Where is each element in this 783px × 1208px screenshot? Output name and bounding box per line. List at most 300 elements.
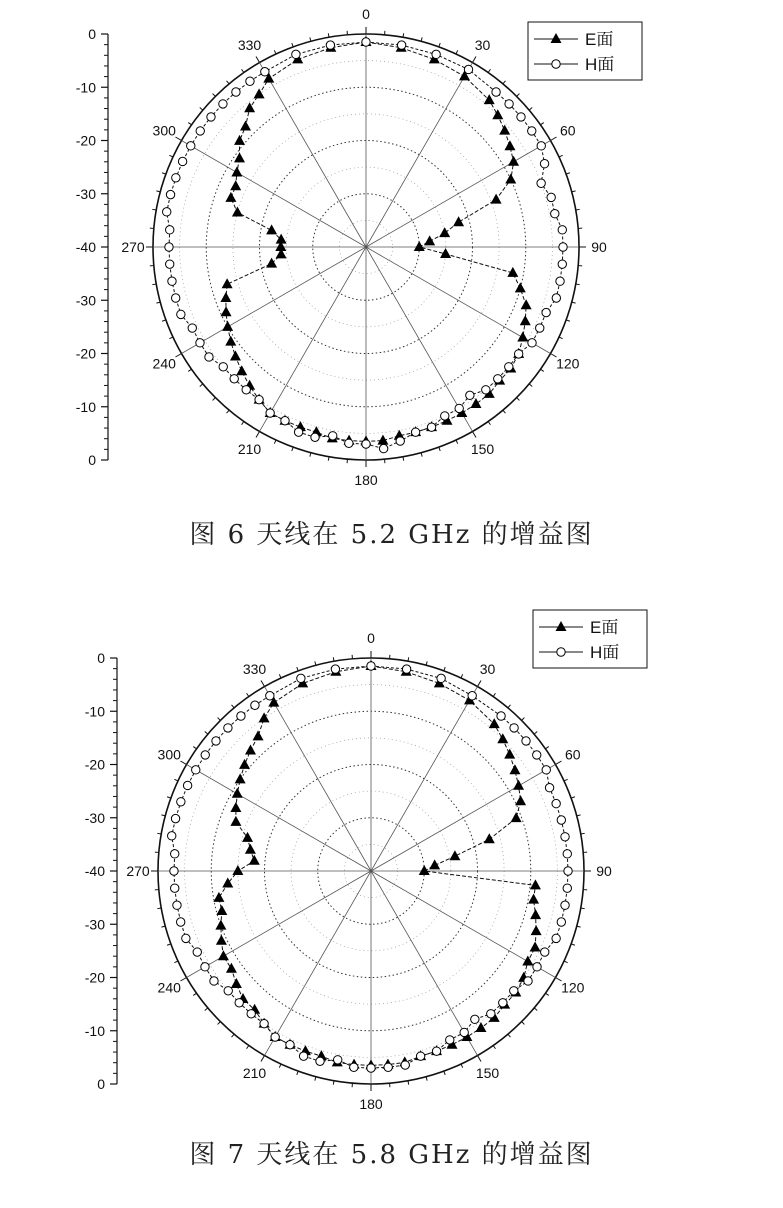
e-plane-point: [239, 759, 250, 769]
radial-axis-label: -10: [84, 703, 105, 720]
h-plane-point: [505, 100, 513, 108]
angle-tick: [180, 978, 186, 982]
h-plane-point: [212, 737, 220, 745]
angle-tick: [193, 747, 196, 749]
e-plane-point: [508, 156, 519, 166]
e-plane-point: [504, 749, 515, 759]
e-plane-point: [515, 282, 526, 292]
radial-axis-label: 0: [88, 452, 96, 468]
angle-tick: [403, 33, 404, 37]
angle-tick: [576, 209, 580, 210]
angle-tick: [508, 1034, 511, 1037]
e-plane-point: [230, 351, 241, 361]
angle-tick: [205, 732, 208, 735]
h-plane-point: [171, 884, 179, 892]
radial-axis-label: -20: [75, 132, 96, 149]
h-plane-point: [219, 363, 227, 371]
angle-tick: [157, 833, 161, 834]
h-plane-point: [286, 1041, 294, 1049]
h-plane-point: [329, 432, 337, 440]
e-plane-point: [429, 859, 440, 869]
h-plane-point: [171, 850, 179, 858]
angle-tick: [247, 693, 249, 696]
h-plane-point: [432, 50, 440, 58]
angle-tick: [522, 718, 525, 721]
spoke-line: [187, 765, 371, 872]
h-plane-point: [201, 963, 209, 971]
h-plane-point: [437, 674, 445, 682]
h-plane-point: [207, 113, 215, 121]
e-plane-point: [470, 398, 481, 408]
h-plane-point: [540, 160, 548, 168]
angle-tick: [503, 410, 506, 413]
h-plane-point: [171, 814, 179, 822]
angle-tick: [218, 718, 221, 721]
e-plane-point: [222, 278, 233, 288]
e-plane-point: [216, 935, 227, 945]
h-plane-point: [497, 712, 505, 720]
e-plane-point: [245, 844, 256, 854]
h-plane-point: [460, 1028, 468, 1036]
angle-tick: [439, 447, 440, 451]
h-plane-point: [251, 701, 259, 709]
h-plane-point: [166, 260, 174, 268]
radial-axis-label: -10: [75, 79, 96, 96]
h-plane-point: [494, 375, 502, 383]
h-plane-point: [192, 766, 200, 774]
legend-marker-circle: [557, 648, 565, 656]
angle-tick: [456, 50, 458, 54]
angle-tick: [232, 705, 235, 708]
angle-tick: [279, 674, 281, 678]
h-plane-point: [173, 901, 181, 909]
angle-tick: [261, 680, 265, 686]
angle-label-60: 60: [564, 746, 581, 763]
angle-tick: [213, 398, 216, 401]
spoke-line: [260, 63, 367, 247]
h-plane-point: [168, 832, 176, 840]
h-plane-point: [552, 294, 560, 302]
h-plane-point: [172, 174, 180, 182]
h-plane-point: [510, 724, 518, 732]
angle-tick: [540, 369, 543, 371]
h-plane-point: [556, 277, 564, 285]
legend-marker-circle: [552, 60, 560, 68]
e-plane-point: [240, 121, 251, 131]
angle-tick: [545, 747, 548, 749]
h-plane-point: [446, 1036, 454, 1044]
h-plane-point: [182, 934, 190, 942]
angle-tick: [297, 667, 298, 671]
angle-tick: [559, 337, 563, 339]
radial-axis-label: -30: [84, 809, 105, 826]
angle-label-210: 210: [237, 440, 262, 457]
angle-tick: [456, 440, 458, 444]
angle-tick: [517, 398, 520, 401]
angle-tick: [564, 779, 568, 781]
radial-axis-label: -20: [84, 969, 105, 986]
radial-axis-label: -30: [84, 916, 105, 933]
angle-tick: [218, 1022, 221, 1025]
angle-label-330: 330: [242, 661, 267, 678]
polar-chart-5-2ghz: [0, 0, 783, 500]
angle-label-90: 90: [596, 863, 612, 879]
e-plane-point: [249, 855, 260, 865]
h-plane-point: [281, 417, 289, 425]
h-plane-point: [367, 662, 375, 670]
angle-tick: [508, 705, 511, 708]
angle-tick: [247, 1045, 249, 1048]
h-plane-point: [237, 712, 245, 720]
h-plane-point: [384, 1063, 392, 1071]
h-plane-point: [232, 88, 240, 96]
e-plane-point: [220, 292, 231, 302]
h-plane-point: [299, 1052, 307, 1060]
angle-tick: [169, 155, 173, 157]
legend-label: H面: [590, 643, 620, 662]
angle-tick: [256, 431, 260, 437]
radial-axis-label: -40: [84, 863, 105, 879]
h-plane-point: [246, 77, 254, 85]
angle-tick: [188, 369, 191, 371]
h-plane-point: [561, 833, 569, 841]
e-plane-point: [259, 712, 270, 722]
e-plane-point: [513, 780, 524, 790]
radial-axis-label: -30: [75, 292, 96, 309]
e-plane-point: [222, 321, 233, 331]
h-plane-point: [350, 1063, 358, 1071]
angle-label-0: 0: [367, 630, 375, 646]
h-plane-point: [396, 437, 404, 445]
angle-tick: [328, 457, 329, 461]
angle-tick: [227, 81, 230, 84]
angle-tick: [180, 761, 186, 765]
h-plane-point: [247, 1010, 255, 1018]
spoke-line: [371, 687, 478, 871]
h-plane-point: [163, 208, 171, 216]
e-plane-point: [517, 332, 528, 342]
h-plane-point: [468, 692, 476, 700]
radial-axis-label: -20: [84, 756, 105, 773]
e-plane-point: [232, 865, 243, 875]
h-plane-point: [533, 751, 541, 759]
angle-label-240: 240: [157, 979, 181, 996]
series-line-e-plane: [226, 42, 526, 441]
angle-tick: [157, 908, 161, 909]
h-plane-point: [466, 391, 474, 399]
angle-label-30: 30: [479, 661, 496, 678]
h-plane-point: [533, 963, 541, 971]
figure-6-caption: 图 6 天线在 5.2 GHz 的增益图: [189, 520, 594, 550]
angle-tick: [493, 693, 495, 696]
e-plane-point: [522, 956, 533, 966]
e-plane-point: [484, 94, 495, 104]
e-plane-point: [230, 180, 241, 190]
h-plane-point: [345, 439, 353, 447]
h-plane-point: [558, 260, 566, 268]
h-plane-point: [260, 1019, 268, 1027]
angle-tick: [261, 1055, 265, 1061]
h-plane-point: [170, 867, 178, 875]
h-plane-point: [230, 375, 238, 383]
h-plane-point: [542, 308, 550, 316]
angle-label-180: 180: [354, 472, 378, 488]
h-plane-point: [557, 816, 565, 824]
e-plane-point: [245, 745, 256, 755]
angle-label-270: 270: [121, 239, 145, 255]
e-plane-point: [453, 216, 464, 226]
angle-tick: [274, 440, 276, 444]
angle-tick: [555, 761, 561, 765]
h-plane-point: [541, 948, 549, 956]
angle-tick: [478, 1055, 482, 1061]
angle-tick: [534, 732, 537, 735]
angle-tick: [242, 421, 244, 424]
angle-tick: [205, 1008, 208, 1011]
h-plane-point: [210, 977, 218, 985]
e-plane-point: [424, 235, 435, 245]
h-plane-point: [492, 88, 500, 96]
e-plane-point: [225, 336, 236, 346]
h-plane-point: [499, 999, 507, 1007]
h-plane-point: [362, 38, 370, 46]
e-plane-point: [530, 879, 541, 889]
radial-axis-label: -10: [75, 398, 96, 415]
h-plane-point: [528, 339, 536, 347]
angle-label-120: 120: [556, 355, 580, 372]
angle-tick: [550, 137, 556, 141]
angle-label-90: 90: [591, 239, 607, 255]
h-plane-point: [166, 226, 174, 234]
h-plane-point: [551, 210, 559, 218]
h-plane-point: [177, 310, 185, 318]
spoke-line: [366, 63, 473, 247]
h-plane-point: [205, 353, 213, 361]
e-plane-point: [216, 905, 227, 915]
e-plane-point: [234, 135, 245, 145]
radial-axis-label: -10: [84, 1022, 105, 1039]
angle-tick: [162, 173, 166, 174]
h-plane-point: [411, 428, 419, 436]
h-plane-point: [219, 100, 227, 108]
h-plane-point: [266, 692, 274, 700]
e-plane-point: [231, 978, 242, 988]
e-plane-point: [242, 832, 253, 842]
h-plane-point: [165, 243, 173, 251]
h-plane-point: [427, 423, 435, 431]
e-plane-point: [232, 788, 243, 798]
radial-axis-label: -40: [75, 239, 96, 255]
h-plane-point: [547, 193, 555, 201]
e-plane-point: [230, 802, 241, 812]
angle-tick: [444, 667, 445, 671]
h-plane-point: [242, 386, 250, 394]
h-plane-point: [416, 1052, 424, 1060]
h-plane-point: [552, 799, 560, 807]
h-plane-point: [311, 433, 319, 441]
h-plane-point: [235, 999, 243, 1007]
angle-tick: [534, 1008, 537, 1011]
angle-tick: [581, 908, 585, 909]
radial-axis-label: 0: [97, 1076, 105, 1092]
angle-tick: [162, 320, 166, 321]
h-plane-point: [292, 50, 300, 58]
h-plane-point: [505, 363, 513, 371]
h-plane-point: [193, 948, 201, 956]
angle-tick: [461, 674, 463, 678]
e-plane-point: [253, 730, 264, 740]
spoke-line: [371, 765, 555, 872]
angle-tick: [439, 43, 440, 47]
angle-tick: [529, 384, 532, 387]
angle-label-210: 210: [242, 1064, 267, 1081]
e-plane-point: [520, 315, 531, 325]
legend-label: E面: [585, 30, 614, 49]
e-plane-point: [276, 234, 287, 244]
e-plane-point: [497, 733, 508, 743]
angle-label-120: 120: [561, 979, 585, 996]
h-plane-point: [514, 350, 522, 358]
angle-tick: [200, 384, 203, 387]
e-plane-point: [530, 942, 541, 952]
angle-tick: [297, 1071, 298, 1075]
angle-tick: [488, 421, 490, 424]
h-plane-point: [224, 987, 232, 995]
h-plane-point: [367, 1064, 375, 1072]
h-plane-point: [261, 68, 269, 76]
h-plane-point: [334, 1056, 342, 1064]
e-plane-point: [232, 207, 243, 217]
angle-tick: [175, 354, 181, 358]
angle-tick: [200, 108, 203, 111]
h-plane-point: [326, 41, 334, 49]
angle-tick: [478, 680, 482, 686]
h-plane-point: [201, 751, 209, 759]
angle-tick: [152, 284, 156, 285]
e-plane-point: [484, 833, 495, 843]
h-plane-point: [464, 65, 472, 73]
e-plane-point: [530, 909, 541, 919]
angle-label-30: 30: [474, 37, 491, 54]
h-plane-point: [183, 781, 191, 789]
angle-tick: [167, 797, 171, 798]
spoke-line: [366, 141, 550, 248]
h-plane-point: [177, 798, 185, 806]
e-plane-point: [499, 125, 510, 135]
h-plane-point: [537, 142, 545, 150]
e-plane-point: [213, 892, 224, 902]
e-plane-point: [504, 140, 515, 150]
angle-tick: [408, 657, 409, 661]
h-plane-point: [522, 737, 530, 745]
angle-tick: [167, 944, 171, 945]
angle-tick: [493, 1045, 495, 1048]
angle-tick: [174, 961, 178, 963]
e-plane-point: [414, 241, 425, 251]
radial-axis-label: -30: [75, 185, 96, 202]
e-plane-point: [266, 258, 277, 268]
h-plane-point: [196, 127, 204, 135]
h-plane-point: [510, 987, 518, 995]
h-plane-point: [316, 1057, 324, 1065]
angle-tick: [461, 1064, 463, 1068]
angle-tick: [333, 1081, 334, 1085]
angle-tick: [444, 1071, 445, 1075]
spoke-line: [366, 247, 473, 431]
h-plane-point: [432, 1047, 440, 1055]
e-plane-point: [489, 718, 500, 728]
angle-label-330: 330: [237, 37, 262, 54]
angle-tick: [333, 657, 334, 661]
polar-chart-5-8ghz: [0, 600, 783, 1120]
h-plane-point: [542, 766, 550, 774]
h-plane-point: [171, 294, 179, 302]
radial-axis-label: 0: [97, 650, 105, 666]
angle-tick: [403, 457, 404, 461]
angle-tick: [292, 43, 293, 47]
angle-tick: [571, 944, 575, 945]
h-plane-point: [536, 324, 544, 332]
e-plane-point: [226, 963, 237, 973]
h-plane-point: [362, 440, 370, 448]
angle-tick: [566, 320, 570, 321]
h-plane-point: [528, 127, 536, 135]
angle-label-180: 180: [359, 1096, 383, 1112]
angle-tick: [529, 108, 532, 111]
h-plane-point: [545, 784, 553, 792]
angle-tick: [571, 797, 575, 798]
h-plane-point: [176, 918, 184, 926]
angle-tick: [274, 50, 276, 54]
h-plane-point: [482, 386, 490, 394]
angle-tick: [242, 69, 244, 72]
spoke-line: [187, 871, 371, 978]
angle-tick: [564, 961, 568, 963]
e-plane-point: [254, 88, 265, 98]
h-plane-point: [168, 277, 176, 285]
angle-tick: [473, 431, 477, 437]
legend: [533, 610, 647, 668]
angle-tick: [545, 993, 548, 995]
e-plane-point: [521, 299, 532, 309]
e-plane-point: [492, 109, 503, 119]
e-plane-point: [509, 764, 520, 774]
e-plane-point: [419, 865, 430, 875]
h-plane-point: [561, 901, 569, 909]
spoke-line: [265, 687, 372, 871]
h-plane-point: [294, 428, 302, 436]
e-plane-point: [515, 795, 526, 805]
h-plane-point: [563, 884, 571, 892]
angle-tick: [152, 209, 156, 210]
e-plane-point: [449, 850, 460, 860]
spoke-line: [265, 871, 372, 1055]
spoke-line: [371, 871, 478, 1055]
angle-tick: [576, 284, 580, 285]
spoke-line: [260, 247, 367, 431]
h-plane-point: [559, 243, 567, 251]
e-plane-point: [439, 227, 450, 237]
h-plane-point: [471, 1015, 479, 1023]
h-plane-point: [266, 409, 274, 417]
angle-tick: [517, 94, 520, 97]
angle-tick: [581, 833, 585, 834]
h-plane-point: [196, 339, 204, 347]
angle-tick: [169, 337, 173, 339]
h-plane-point: [402, 665, 410, 673]
angle-tick: [232, 1034, 235, 1037]
h-plane-point: [187, 142, 195, 150]
